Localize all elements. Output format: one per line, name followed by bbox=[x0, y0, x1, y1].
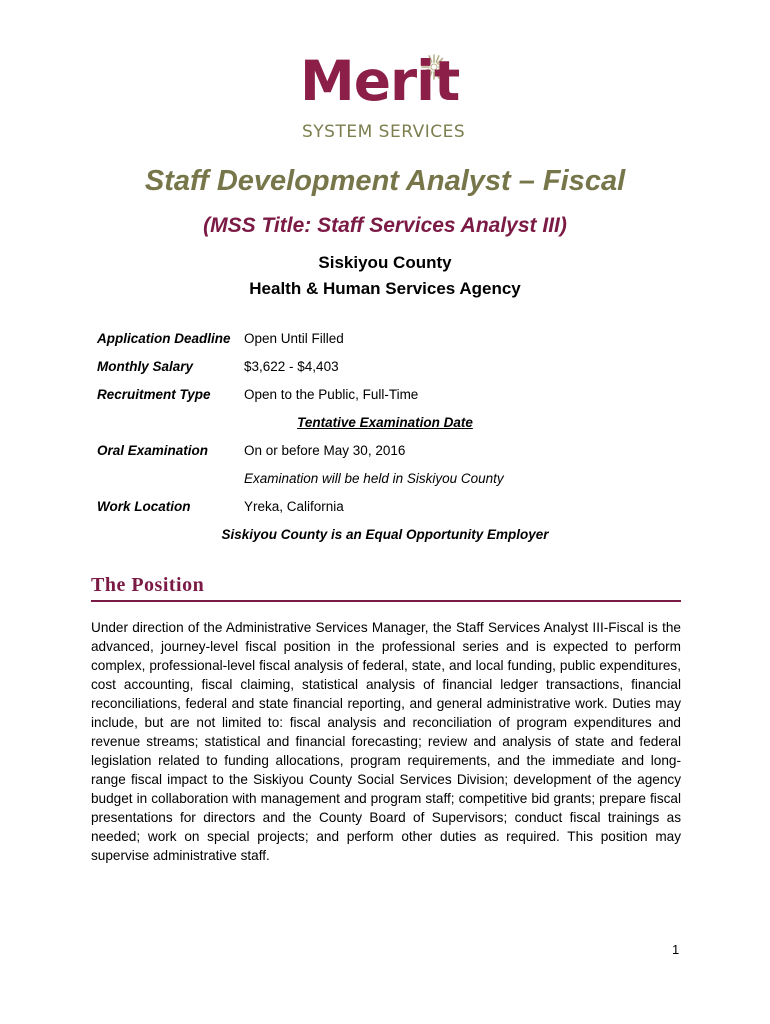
job-title: Staff Development Analyst – Fiscal bbox=[144, 165, 626, 197]
eoe-statement: Siskiyou County is an Equal Opportunity Employer bbox=[221, 527, 549, 542]
agency-name: Health & Human Services Agency bbox=[249, 279, 521, 298]
recruitment-label: Recruitment Type bbox=[97, 387, 211, 402]
work-location-label: Work Location bbox=[97, 499, 191, 514]
recruitment-value: Open to the Public, Full-Time bbox=[244, 387, 419, 402]
logo-wordmark: Merit bbox=[300, 49, 460, 113]
page-number: 1 bbox=[672, 942, 680, 957]
merit-logo bbox=[300, 49, 480, 146]
eoe-row bbox=[0, 527, 770, 542]
tentative-heading-row bbox=[0, 415, 770, 430]
work-location-value: Yreka, California bbox=[244, 499, 344, 514]
deadline-value: Open Until Filled bbox=[244, 331, 344, 346]
mss-title: (MSS Title: Staff Services Analyst III) bbox=[203, 214, 567, 237]
position-description: Under direction of the Administrative Services Manager, the Staff Services Analyst III-Fiscal is the advanced, journey-level fiscal position in the professional series and is expected to perform complex, professional-level fiscal analysis of federal, state, and local funding, public expenditures, cost accounting, fiscal claiming, statistical analysis of financial ledger transactions, financial reconciliations, federal and state financial reporting, and general administrative work. Duties may include, but are not limited to: fiscal analysis and reconciliation of program expenditures and revenue streams; statistical and financial forecasting; review and analysis of state and federal legislation related to funding allocations, program requirements, and the immediate and long-range fiscal impact to the Siskiyou County Social Services Division; development of the agency budget in collaboration with management and program staff; competitive bid grants; prepare fiscal presentations for directors and the County Board of Supervisors; conduct fiscal trainings as needed; work on special projects; and perform other duties as required. This position may supervise administrative staff. bbox=[91, 620, 681, 863]
oral-exam-value: On or before May 30, 2016 bbox=[244, 443, 406, 458]
salary-value: $3,622 - $4,403 bbox=[244, 359, 339, 374]
section-heading-position: The Position bbox=[91, 574, 205, 596]
section-divider bbox=[91, 600, 681, 602]
exam-location-note: Examination will be held in Siskiyou County bbox=[244, 471, 504, 486]
salary-label: Monthly Salary bbox=[97, 359, 194, 374]
oral-exam-label: Oral Examination bbox=[97, 443, 209, 458]
tentative-exam-heading: Tentative Examination Date bbox=[297, 415, 473, 430]
county-name: Siskiyou County bbox=[318, 253, 452, 272]
deadline-label: Application Deadline bbox=[97, 331, 231, 346]
logo-subtitle: SYSTEM SERVICES bbox=[302, 122, 466, 142]
